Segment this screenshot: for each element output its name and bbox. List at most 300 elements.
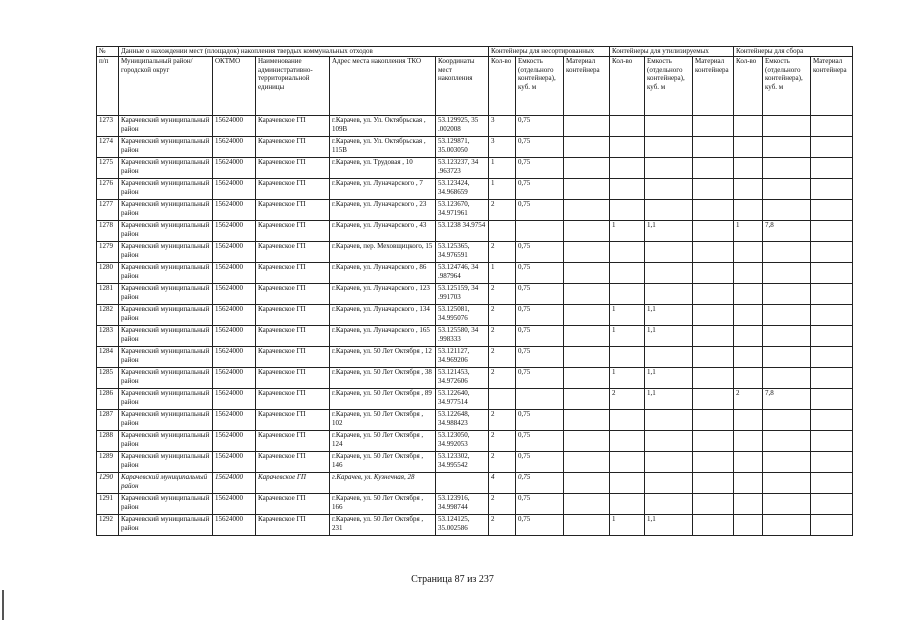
cell-u-volume: 0,75 [516,347,564,368]
cell-address: г.Карачев, ул. 50 Лет Октября , 231 [330,515,436,536]
cell-admin: Карачевское ГП [256,368,330,389]
cell-c-material [811,515,853,536]
cell-u-count: 2 [489,410,516,431]
cell-address: г.Карачев, ул. Ул. Октябрьская , 109В [330,116,436,137]
cell-oktmo: 15624000 [213,242,256,263]
cell-c-volume [763,347,811,368]
cell-n: 1278 [97,221,119,242]
cell-admin: Карачевское ГП [256,242,330,263]
cell-district: Карачевский муниципальный район [119,452,213,473]
cell-r-volume: 1,1 [645,326,693,347]
cell-u-volume [516,389,564,410]
cell-coords: 53.125159, 34 .991703 [436,284,489,305]
cell-c-material [811,473,853,494]
cell-r-count [610,347,645,368]
cell-u-count: 2 [489,200,516,221]
cell-u-volume: 0,75 [516,305,564,326]
cell-r-volume [645,494,693,515]
cell-r-count [610,137,645,158]
cell-c-material [811,494,853,515]
cell-r-volume [645,431,693,452]
table-row [97,242,853,263]
cell-oktmo: 15624000 [213,389,256,410]
cell-r-count: 1 [610,305,645,326]
cell-r-volume [645,263,693,284]
cell-c-material [811,116,853,137]
cell-r-count [610,158,645,179]
cell-r-volume [645,284,693,305]
cell-u-material [564,263,610,284]
cell-address: г.Карачев, ул. Луначарского , 123 [330,284,436,305]
cell-coords: 53.121453, 34.972606 [436,368,489,389]
cell-address: г.Карачев, ул. Луначарского , 23 [330,200,436,221]
cell-district: Карачевский муниципальный район [119,200,213,221]
cell-admin: Карачевское ГП [256,347,330,368]
cell-r-material [693,368,734,389]
cell-u-material [564,389,610,410]
cell-address: г.Карачев, ул. Луначарского , 165 [330,326,436,347]
cell-r-count [610,473,645,494]
cell-r-material [693,305,734,326]
cell-c-volume [763,326,811,347]
cell-c-count [734,179,763,200]
cell-district: Карачевский муниципальный район [119,116,213,137]
cell-u-volume: 0,75 [516,263,564,284]
cell-district: Карачевский муниципальный район [119,242,213,263]
cell-u-count: 2 [489,515,516,536]
cell-coords: 53.123424, 34.968659 [436,179,489,200]
cell-n: 1280 [97,263,119,284]
cell-c-count [734,473,763,494]
cell-coords: 53.125365, 34.976591 [436,242,489,263]
cell-admin: Карачевское ГП [256,137,330,158]
cell-c-count [734,284,763,305]
cell-u-material [564,431,610,452]
cell-u-material [564,200,610,221]
cell-oktmo: 15624000 [213,158,256,179]
cell-admin: Карачевское ГП [256,284,330,305]
cell-c-count [734,431,763,452]
cell-u-volume [516,221,564,242]
cell-c-material [811,305,853,326]
cell-u-material [564,242,610,263]
header-admin-unit: Наименование административно-территориальной единицы [256,57,330,116]
cell-c-material [811,221,853,242]
cell-oktmo: 15624000 [213,284,256,305]
cell-address: г.Карачев, ул. 50 Лет Октября , 102 [330,410,436,431]
table-row [97,494,853,515]
cell-address: г.Карачев, ул. Луначарского , 43 [330,221,436,242]
cell-oktmo: 15624000 [213,347,256,368]
cell-r-volume [645,137,693,158]
cell-u-count: 1 [489,158,516,179]
cell-oktmo: 15624000 [213,515,256,536]
table-row [97,389,853,410]
cell-district: Карачевский муниципальный район [119,263,213,284]
cell-u-count [489,221,516,242]
cell-u-material [564,515,610,536]
cell-n: 1279 [97,242,119,263]
cell-oktmo: 15624000 [213,221,256,242]
cell-district: Карачевский муниципальный район [119,431,213,452]
cell-c-count [734,494,763,515]
cell-r-material [693,116,734,137]
cell-c-count [734,347,763,368]
cell-r-volume [645,200,693,221]
cell-u-count: 3 [489,137,516,158]
cell-u-count [489,389,516,410]
table-row [97,116,853,137]
cell-coords [436,473,489,494]
header-coords: Координаты мест накопления [436,57,489,116]
cell-r-volume: 1,1 [645,389,693,410]
cell-u-count: 2 [489,368,516,389]
cell-oktmo: 15624000 [213,116,256,137]
cell-admin: Карачевское ГП [256,326,330,347]
cell-coords: 53.129871, 35.003050 [436,137,489,158]
cell-oktmo: 15624000 [213,179,256,200]
table-row [97,368,853,389]
cell-u-count: 1 [489,263,516,284]
cell-c-material [811,326,853,347]
cell-c-material [811,389,853,410]
cell-r-count: 2 [610,389,645,410]
cell-address: г.Карачев, пер. Меховщицкого, 15 [330,242,436,263]
cell-c-count [734,368,763,389]
cell-r-count [610,200,645,221]
cell-c-material [811,368,853,389]
cell-admin: Карачевское ГП [256,431,330,452]
cell-c-material [811,242,853,263]
cell-c-volume [763,284,811,305]
table-row [97,473,853,494]
table-row [97,284,853,305]
cell-r-volume [645,158,693,179]
cell-admin: Карачевское ГП [256,179,330,200]
cell-c-material [811,284,853,305]
cell-district: Карачевский муниципальный район [119,158,213,179]
cell-r-volume [645,179,693,200]
cell-u-material [564,452,610,473]
cell-c-volume [763,431,811,452]
cell-r-material [693,452,734,473]
cell-n: 1292 [97,515,119,536]
waste-sites-table [96,46,853,536]
cell-r-material [693,431,734,452]
cell-coords: 53.124125, 35.002586 [436,515,489,536]
cell-oktmo: 15624000 [213,263,256,284]
cell-c-volume [763,410,811,431]
cell-admin: Карачевское ГП [256,263,330,284]
registry-table-container [96,46,853,536]
cell-n: 1276 [97,179,119,200]
header-unsorted-count: Кол-во [489,57,516,116]
cell-oktmo: 15624000 [213,410,256,431]
cell-coords: 53.123670, 34.971961 [436,200,489,221]
table-row [97,221,853,242]
cell-r-volume [645,473,693,494]
cell-u-volume: 0,75 [516,515,564,536]
cell-r-volume [645,452,693,473]
cell-u-volume: 0,75 [516,242,564,263]
cell-admin: Карачевское ГП [256,221,330,242]
cell-admin: Карачевское ГП [256,305,330,326]
cell-r-volume: 1,1 [645,221,693,242]
cell-c-volume [763,515,811,536]
cell-n: 1286 [97,389,119,410]
page-footer [0,574,905,585]
cell-u-count: 3 [489,116,516,137]
cell-address: г.Карачев, ул. 50 Лет Октября , 146 [330,452,436,473]
cell-u-volume: 0,75 [516,410,564,431]
cell-c-material [811,410,853,431]
table-row [97,431,853,452]
cell-admin: Карачевское ГП [256,473,330,494]
cell-r-count [610,494,645,515]
cell-district: Карачевский муниципальный район [119,473,213,494]
header-address: Адрес места накопления ТКО [330,57,436,116]
cell-address: г.Карачев, ул. Ул. Октябрьская , 115В [330,137,436,158]
table-row [97,179,853,200]
cell-n: 1290 [97,473,119,494]
cell-admin: Карачевское ГП [256,116,330,137]
cell-r-material [693,410,734,431]
cell-u-material [564,326,610,347]
header-num: № [97,47,119,57]
cell-r-count [610,179,645,200]
cell-u-volume: 0,75 [516,368,564,389]
cell-district: Карачевский муниципальный район [119,284,213,305]
cell-c-material [811,158,853,179]
cell-n: 1289 [97,452,119,473]
cell-coords: 53.123237, 34 .963723 [436,158,489,179]
cell-r-material [693,473,734,494]
table-row [97,452,853,473]
cell-admin: Карачевское ГП [256,515,330,536]
cell-r-volume [645,242,693,263]
cell-oktmo: 15624000 [213,494,256,515]
cell-r-material [693,494,734,515]
cell-address: г.Карачев, ул. Луначарского , 134 [330,305,436,326]
cell-admin: Карачевское ГП [256,452,330,473]
cell-c-volume [763,158,811,179]
cell-r-material [693,326,734,347]
cell-district: Карачевский муниципальный район [119,179,213,200]
cell-c-count [734,137,763,158]
cell-c-material [811,431,853,452]
cell-address: г.Карачев, ул. 50 Лет Октября , 166 [330,494,436,515]
cell-u-volume: 0,75 [516,158,564,179]
cell-r-volume: 1,1 [645,368,693,389]
header-row-groups [97,47,853,57]
cell-oktmo: 15624000 [213,305,256,326]
cell-r-material [693,179,734,200]
cell-district: Карачевский муниципальный район [119,515,213,536]
header-collect-count: Кол-во [734,57,763,116]
cell-r-count [610,263,645,284]
cell-c-volume [763,494,811,515]
header-collect-material: Материал контейнера [811,57,853,116]
cell-c-count [734,515,763,536]
cell-c-count [734,305,763,326]
cell-n: 1273 [97,116,119,137]
cell-r-material [693,389,734,410]
cell-u-volume: 0,75 [516,116,564,137]
cell-u-volume: 0,75 [516,473,564,494]
cell-oktmo: 15624000 [213,368,256,389]
cell-u-count: 2 [489,347,516,368]
cell-c-count: 2 [734,389,763,410]
cell-oktmo: 15624000 [213,326,256,347]
cell-c-material [811,347,853,368]
cell-district: Карачевский муниципальный район [119,347,213,368]
cell-r-material [693,158,734,179]
cell-n: 1283 [97,326,119,347]
header-collect-group: Контейнеры для сбора [734,47,853,57]
cell-address: г.Карачев, ул. Кузнечная, 28 [330,473,436,494]
table-row [97,305,853,326]
cell-district: Карачевский муниципальный район [119,368,213,389]
cell-district: Карачевский муниципальный район [119,221,213,242]
cell-r-volume: 1,1 [645,515,693,536]
cell-r-material [693,284,734,305]
cell-c-volume [763,200,811,221]
header-data-group: Данные о нахождении мест (площадок) накопления твердых коммунальных отходов [119,47,489,57]
cell-c-volume [763,242,811,263]
header-recycle-group: Контейнеры для утилизируемых [610,47,734,57]
cell-u-count: 1 [489,179,516,200]
table-row [97,515,853,536]
cell-admin: Карачевское ГП [256,200,330,221]
cell-r-count [610,284,645,305]
cell-c-count [734,326,763,347]
cell-address: г.Карачев, ул. Луначарского , 86 [330,263,436,284]
cell-district: Карачевский муниципальный район [119,389,213,410]
cell-address: г.Карачев, ул. 50 Лет Октября , 124 [330,431,436,452]
cell-coords: 53.129925, 35 .002008 [436,116,489,137]
cell-r-count [610,410,645,431]
cell-coords: 53.122648, 34.988423 [436,410,489,431]
table-row [97,137,853,158]
cell-c-material [811,452,853,473]
cell-r-count: 1 [610,221,645,242]
cell-coords: 53.125081, 34.995076 [436,305,489,326]
cell-u-material [564,179,610,200]
cell-r-volume [645,347,693,368]
cell-address: г.Карачев, ул. Луначарского , 7 [330,179,436,200]
cell-oktmo: 15624000 [213,431,256,452]
table-row [97,410,853,431]
cell-coords: 53.124746, 34 .987964 [436,263,489,284]
cell-c-count [734,263,763,284]
cell-u-count: 2 [489,452,516,473]
header-recycle-material: Материал контейнера [693,57,734,116]
cell-oktmo: 15624000 [213,200,256,221]
cell-c-volume [763,137,811,158]
header-unsorted-volume: Емкость (отдельного контейнера), куб. м [516,57,564,116]
scan-edge-mark [2,590,4,620]
cell-coords: 53.123050, 34.992053 [436,431,489,452]
page-number: Страница 87 из 237 [411,574,494,585]
cell-u-material [564,158,610,179]
cell-c-volume: 7,8 [763,389,811,410]
cell-coords: 53.1238 34.9754 [436,221,489,242]
cell-coords: 53.123916, 34.998744 [436,494,489,515]
cell-u-count: 2 [489,326,516,347]
header-row-columns [97,57,853,116]
cell-admin: Карачевское ГП [256,158,330,179]
cell-u-volume: 0,75 [516,179,564,200]
cell-u-count: 2 [489,431,516,452]
cell-r-material [693,242,734,263]
cell-n: 1274 [97,137,119,158]
cell-n: 1288 [97,431,119,452]
cell-r-count: 1 [610,326,645,347]
cell-c-volume [763,368,811,389]
cell-coords: 53.122640, 34.977514 [436,389,489,410]
cell-r-volume [645,410,693,431]
cell-r-count: 1 [610,515,645,536]
cell-n: 1287 [97,410,119,431]
cell-c-count: 1 [734,221,763,242]
header-unsorted-group: Контейнеры для несортированных [489,47,610,57]
cell-r-material [693,221,734,242]
cell-r-material [693,263,734,284]
cell-r-volume [645,116,693,137]
cell-r-material [693,200,734,221]
cell-c-count [734,158,763,179]
cell-r-material [693,137,734,158]
cell-oktmo: 15624000 [213,137,256,158]
cell-u-count: 2 [489,242,516,263]
cell-district: Карачевский муниципальный район [119,137,213,158]
cell-u-volume: 0,75 [516,452,564,473]
cell-u-volume: 0,75 [516,326,564,347]
cell-c-material [811,200,853,221]
cell-u-material [564,473,610,494]
cell-u-material [564,347,610,368]
cell-u-material [564,305,610,326]
cell-address: г.Карачев, ул. 50 Лет Октября , 89 [330,389,436,410]
table-row [97,158,853,179]
cell-u-count: 2 [489,494,516,515]
cell-coords: 53.125580, 34 .998333 [436,326,489,347]
cell-n: 1277 [97,200,119,221]
cell-c-count [734,242,763,263]
header-oktmo: ОКТМО [213,57,256,116]
header-collect-volume: Емкость (отдельного контейнера), куб. м [763,57,811,116]
cell-district: Карачевский муниципальный район [119,305,213,326]
table-row [97,263,853,284]
cell-n: 1291 [97,494,119,515]
cell-u-material [564,284,610,305]
cell-u-volume: 0,75 [516,284,564,305]
cell-r-count [610,452,645,473]
table-body [97,116,853,536]
cell-c-volume [763,305,811,326]
cell-coords: 53.123302, 34.995542 [436,452,489,473]
cell-admin: Карачевское ГП [256,389,330,410]
cell-u-count: 2 [489,305,516,326]
cell-u-count: 4 [489,473,516,494]
cell-n: 1275 [97,158,119,179]
cell-u-material [564,410,610,431]
cell-address: г.Карачев, ул. 50 Лет Октября , 12 [330,347,436,368]
cell-r-count [610,242,645,263]
cell-r-count [610,431,645,452]
cell-c-count [734,116,763,137]
cell-u-volume: 0,75 [516,137,564,158]
